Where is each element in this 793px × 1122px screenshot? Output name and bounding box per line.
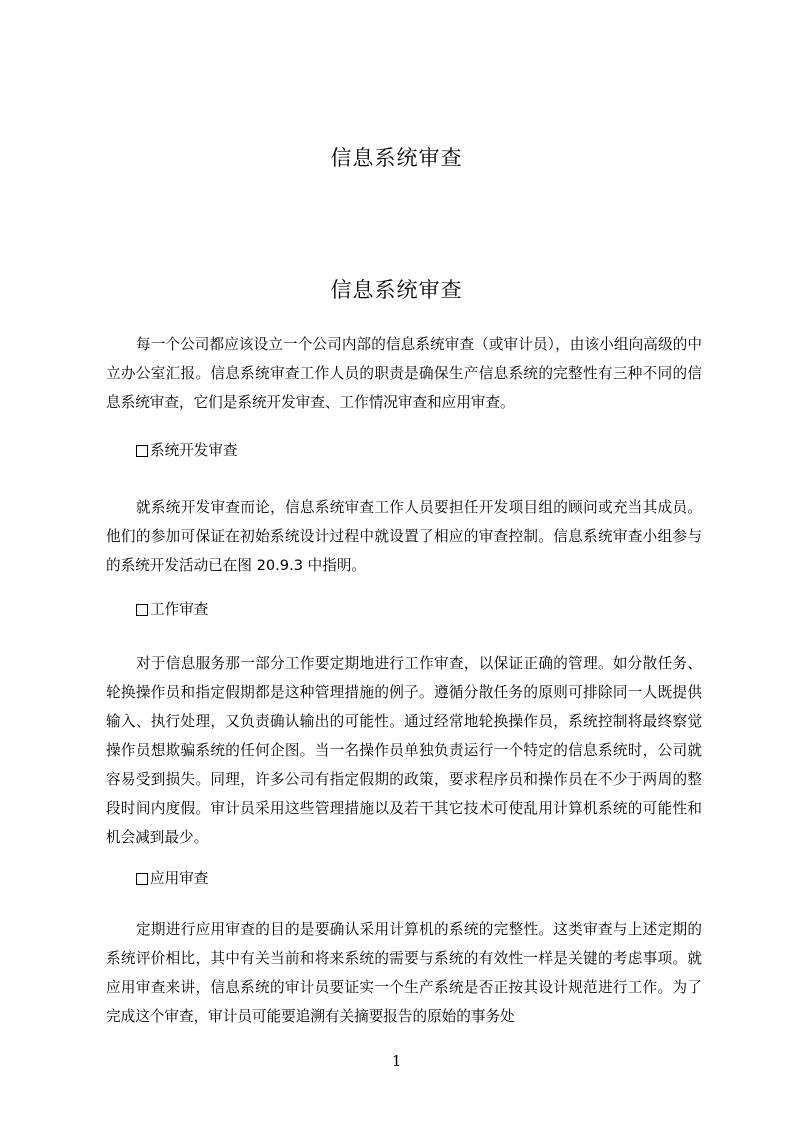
heading-label: 系统开发审查	[150, 442, 238, 459]
heading-system-development-review	[136, 440, 238, 462]
page-number: 1	[391, 1052, 402, 1070]
heading-application-review	[136, 868, 208, 890]
heading-label: 工作审查	[150, 601, 209, 618]
checkbox-icon	[136, 445, 148, 457]
heading-operations-review	[136, 599, 208, 621]
heading-label: 应用审查	[150, 870, 209, 887]
section-title: 信息系统审查	[330, 278, 463, 302]
checkbox-icon	[136, 873, 148, 885]
cover-title: 信息系统审查	[330, 146, 463, 170]
paragraph-system-development-review: 就系统开发审查而论，信息系统审查工作人员要担任开发项目组的顾问或充当其成员。他们的参加可保证在初始系统设计过程中就设置了相应的审查控制。信息系统审查小组参与的系统开发活动已在图 20.9.3 中指明。	[106, 499, 702, 574]
paragraph-operations-review: 对于信息服务那一部分工作要定期地进行工作审查，以保证正确的管理。如分散任务、轮换操作员和指定假期都是这种管理措施的例子。遵循分散任务的原则可排除同一人既提供输入、执行处理，又负责确认输出的可能性。通过经常地轮换操作员，系统控制将最终察觉操作员想欺骗系统的任何企图。当一名操作员单独负责运行一个特定的信息系统时，公司就容易受到损失。同理，许多公司有指定假期的政策，要求程序员和操作员在不少于两周的整段时间内度假。审计员采用这些管理措施以及若干其它技术可使乱用计算机系统的可能性和机会减到最少。	[106, 655, 702, 846]
checkbox-icon	[136, 604, 148, 616]
intro-paragraph: 每一个公司都应该设立一个公司内部的信息系统审查（或审计员），由该小组向高级的中立办公室汇报。信息系统审查工作人员的职责是确保生产信息系统的完整性有三种不同的信息系统审查，它们是系统开发审查、工作情况审查和应用审查。	[106, 336, 702, 411]
paragraph-application-review: 定期进行应用审查的目的是要确认采用计算机的系统的完整性。这类审查与上述定期的系统评价相比，其中有关当前和将来系统的需要与系统的有效性一样是关键的考虑事项。就应用审查来讲，信息系统的审计员要证实一个生产系统是否正按其设计规范进行工作。为了完成这个审查，审计员可能要追溯有关摘要报告的原始的事务处	[106, 921, 702, 1025]
